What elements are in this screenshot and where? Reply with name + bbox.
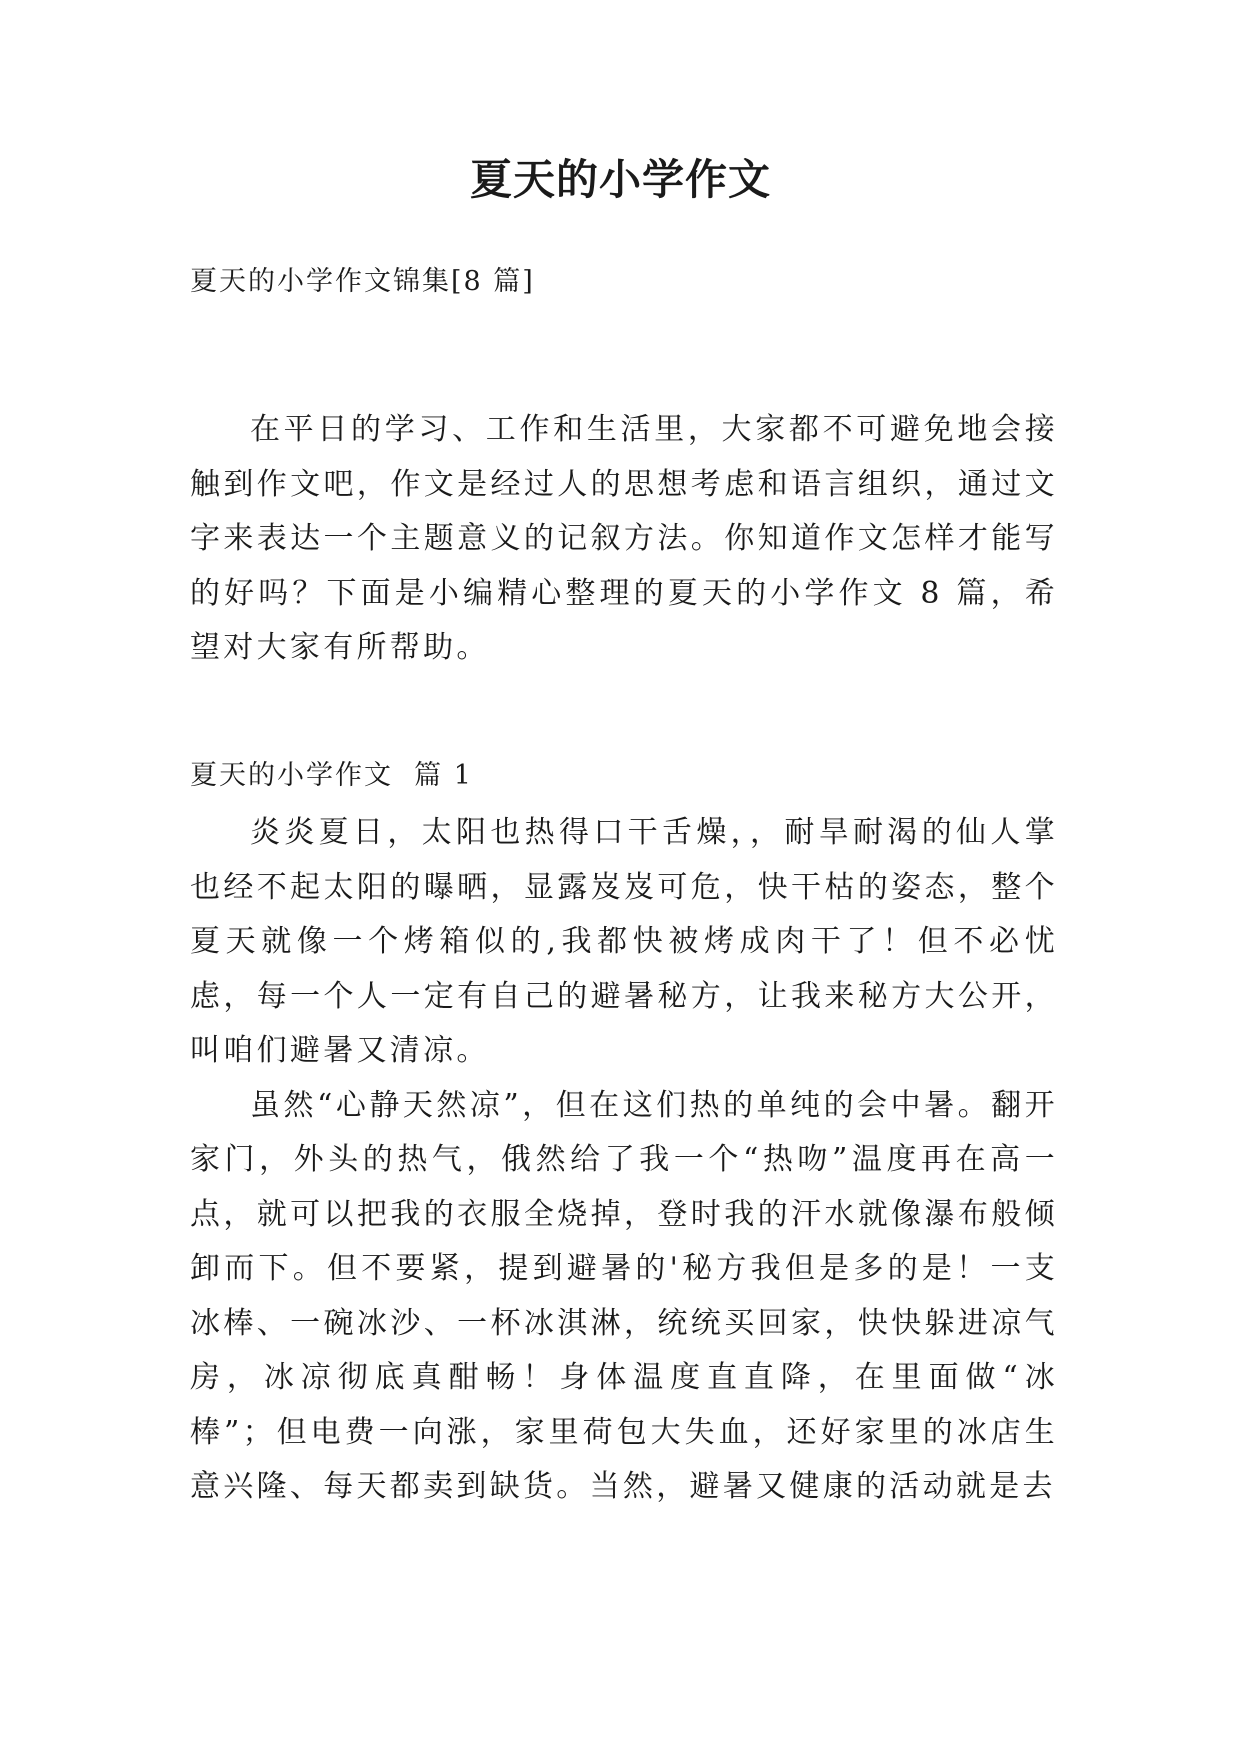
intro-paragraph: 在平日的学习、工作和生活里，大家都不可避免地会接触到作文吧，作文是经过人的思想考虑和语言组织，通过文字来表达一个主题意义的记叙方法。你知道作文怎样才能写的好吗？下面是小编精心整理的夏天的小学作文 8 篇，希望对大家有所帮助。 bbox=[190, 412, 1058, 665]
intro-block bbox=[190, 403, 1058, 676]
section-heading: 夏天的小学作文 篇 1 bbox=[190, 760, 473, 791]
document-subtitle: 夏天的小学作文锦集[8 篇] bbox=[190, 266, 535, 297]
section-body bbox=[190, 806, 1058, 1515]
document-title: 夏天的小学作文 bbox=[469, 155, 771, 204]
body-paragraph: 虽然“心静天然凉”，但在这们热的单纯的会中暑。翻开家门，外头的热气，俄然给了我一个“热吻”温度再在高一点，就可以把我的衣服全烧掉，登时我的汗水就像瀑布般倾卸而下。但不要紧，提到避暑的'秘方我但是多的是！一支冰棒、一碗冰沙、一杯冰淇淋，统统买回家，快快躲进凉气房，冰凉彻底真酣畅！身体温度直直降，在里面做“冰棒”；但电费一向涨，家里荷包大失血，还好家里的冰店生意兴隆、每天都卖到缺货。当然，避暑又健康的活动就是去 bbox=[190, 1087, 1058, 1504]
body-paragraph: 炎炎夏日，太阳也热得口干舌燥，，耐旱耐渴的仙人掌也经不起太阳的曝晒，显露岌岌可危，快干枯的姿态，整个夏天就像一个烤箱似的,我都快被烤成肉干了！但不必忧虑，每一个人一定有自己的避暑秘方，让我来秘方大公开，叫咱们避暑又清凉。 bbox=[190, 815, 1058, 1068]
